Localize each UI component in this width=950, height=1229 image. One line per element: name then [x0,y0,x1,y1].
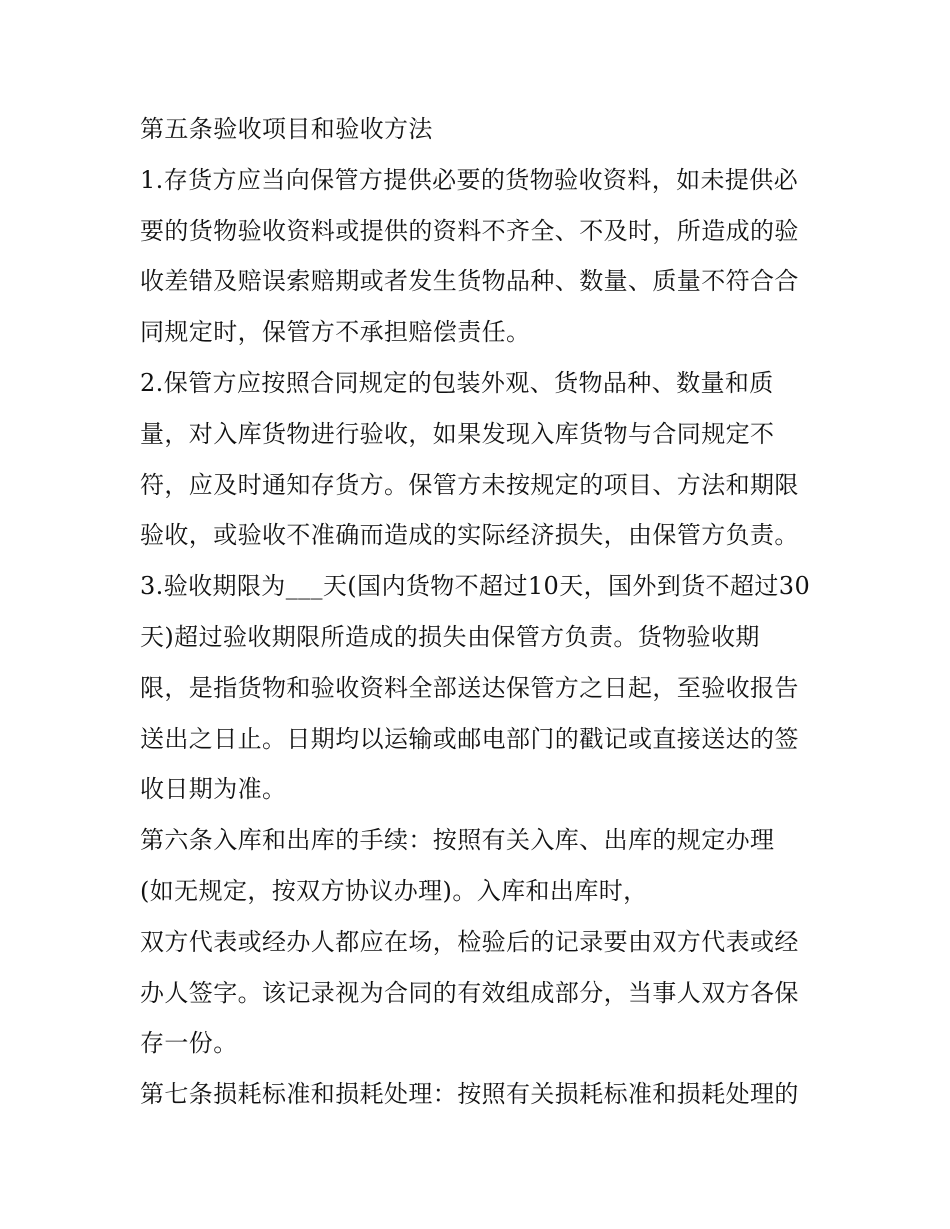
text-line: 办人签字。该记录视为合同的有效组成部分，当事人双方各保 [140,978,799,1007]
text-line: 1.存货方应当向保管方提供必要的货物验收资料，如未提供必 [140,165,799,194]
text-line: (如无规定，按双方协议办理)。入库和出库时， [140,876,648,905]
contract-text [140,104,830,1120]
text-line: 符，应及时通知存货方。保管方未按规定的项目、方法和期限 [140,470,799,499]
heading-article-5: 第五条验收项目和验收方法 [140,115,433,143]
heading-article-6: 第六条入库和出库的手续：按照有关入库、出库的规定办理 [140,826,775,855]
text-line: 量，对入库货物进行验收，如果发现入库货物与合同规定不 [140,419,775,448]
heading-article-7: 第七条损耗标准和损耗处理：按照有关损耗标准和损耗处理的 [140,1080,799,1109]
text-line: 存一份。 [140,1029,238,1058]
text-line: 2.保管方应按照合同规定的包装外观、货物品种、数量和质 [140,368,774,397]
text-line: 同规定时，保管方不承担赔偿责任。 [140,318,531,347]
text-line: 3.验收期限为___天(国内货物不超过10天，国外到货不超过30 [140,572,811,601]
text-line: 收差错及赔误索赔期或者发生货物品种、数量、质量不符合合 [140,267,799,296]
text-line: 验收，或验收不准确而造成的实际经济损失，由保管方负责。 [140,521,799,550]
text-line: 双方代表或经办人都应在场，检验后的记录要由双方代表或经 [140,927,799,956]
text-line: 收日期为准。 [140,775,287,804]
text-line: 要的货物验收资料或提供的资料不齐全、不及时，所造成的验 [140,216,799,245]
text-line: 天)超过验收期限所造成的损失由保管方负责。货物验收期 [140,622,760,651]
text-line: 送出之日止。日期均以运输或邮电部门的戳记或直接送达的签 [140,724,799,753]
text-line: 限，是指货物和验收资料全部送达保管方之日起，至验收报告 [140,673,799,702]
